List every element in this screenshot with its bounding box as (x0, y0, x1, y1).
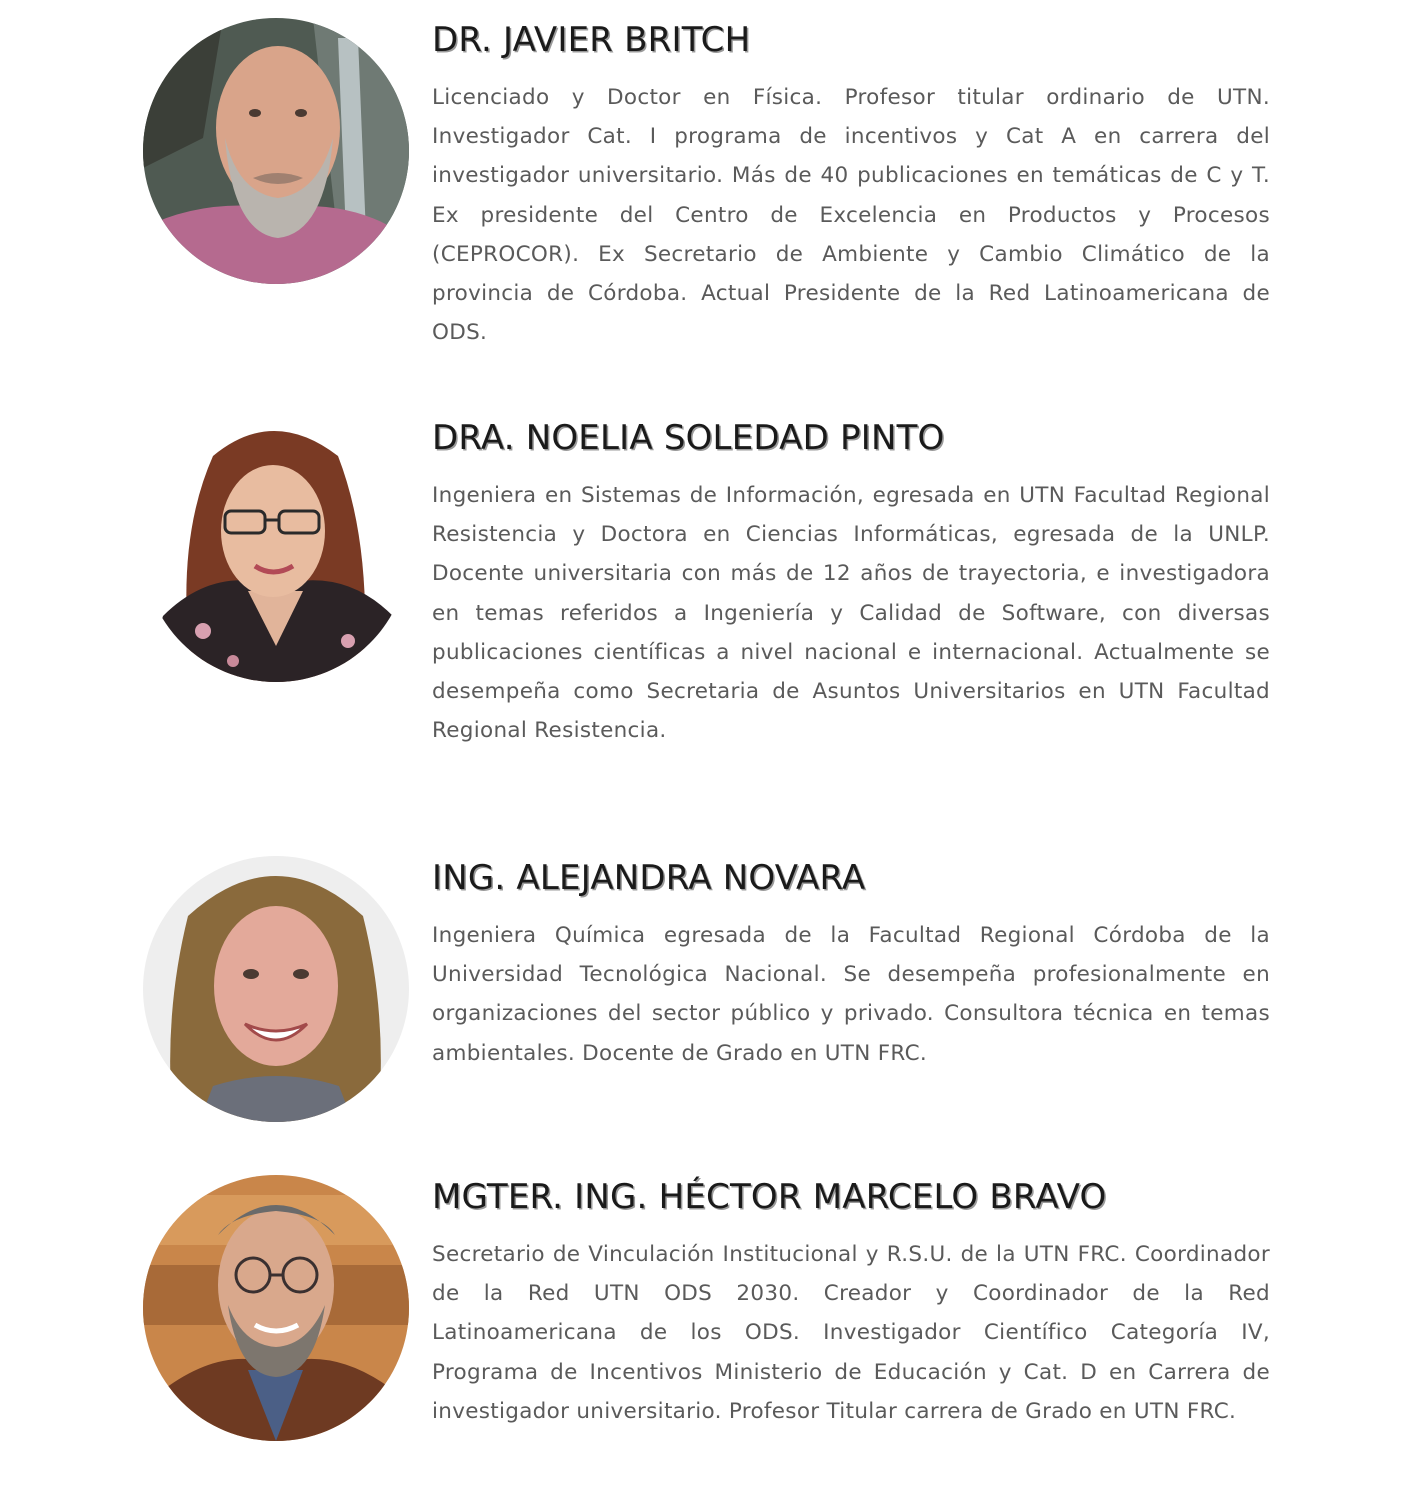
profile-name: DRA. NOELIA SOLEDAD PINTO (432, 418, 945, 458)
profile-bio: Secretario de Vinculación Institucional y R.S.U. de la UTN FRC. Coordinador de la Red UTN ODS 2030. Creador y Coordinador de la Red Latinoamericana de los ODS. Investigador Científico Categoría IV, Programa de Incentivos Ministerio de Educación y Cat. D en Carrera de investigador universitario. Profesor Titular carrera de Grado en UTN FRC. (432, 1242, 1270, 1424)
profile-bio: Ingeniera en Sistemas de Información, egresada en UTN Facultad Regional Resistencia y Doctora en Ciencias Informáticas, egresada de la UNLP. Docente universitaria con más de 12 años de trayectoria, e investigadora en temas referidos a Ingeniería y Calidad de Software, con diversas publicaciones científicas a nivel nacional e internacional. Actualmente se desempeña como Secretaria de Asuntos Universitarios en UTN Facultad Regional Resistencia. (432, 483, 1270, 744)
profile-photo (143, 416, 409, 682)
profile-text (432, 856, 1270, 1073)
profile-photo (143, 18, 409, 284)
profile-text (432, 18, 1270, 352)
profile-text (432, 1175, 1270, 1431)
profile-name: ING. ALEJANDRA NOVARA (432, 858, 866, 898)
profile-bio: Licenciado y Doctor en Física. Profesor titular ordinario de UTN. Investigador Cat. I programa de incentivos y Cat A en carrera del investigador universitario. Más de 40 publicaciones en temáticas de C y T. Ex presidente del Centro de Excelencia en Productos y Procesos (CEPROCOR). Ex Secretario de Ambiente y Cambio Climático de la provincia de Córdoba. Actual Presidente de la Red Latinoamericana de ODS. (432, 85, 1270, 346)
profile-bio: Ingeniera Química egresada de la Facultad Regional Córdoba de la Universidad Tecnológica Nacional. Se desempeña profesionalmente en organizaciones del sector público y privado. Consultora técnica en temas ambientales. Docente de Grado en UTN FRC. (432, 923, 1270, 1066)
profile-photo (143, 856, 409, 1122)
profile-name: MGTER. ING. HÉCTOR MARCELO BRAVO (432, 1177, 1107, 1217)
profile-photo (143, 1175, 409, 1441)
profile-text (432, 416, 1270, 750)
profile-name: DR. JAVIER BRITCH (432, 20, 751, 60)
